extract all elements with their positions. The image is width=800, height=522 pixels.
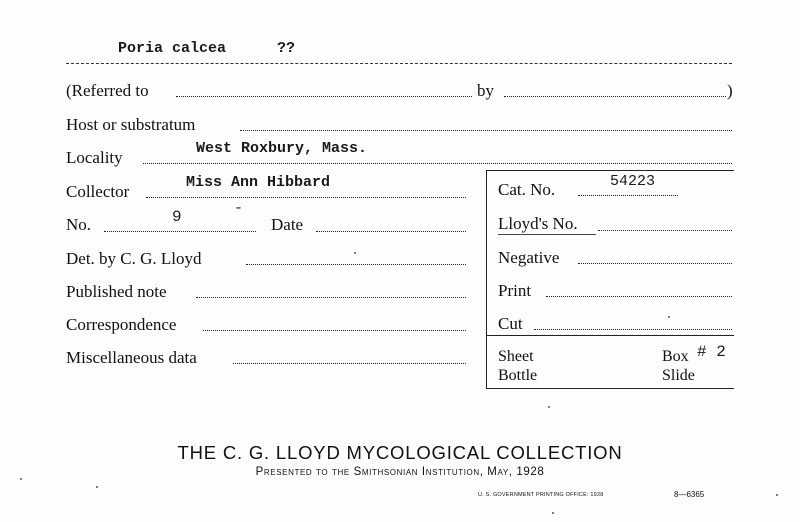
correspondence-field[interactable] xyxy=(203,330,466,331)
collector-label: Collector xyxy=(66,182,130,201)
misc-data-label: Miscellaneous data xyxy=(66,348,197,367)
no-field[interactable] xyxy=(104,231,256,232)
lloyds-no-field[interactable] xyxy=(598,230,732,231)
print-label: Print xyxy=(498,281,532,300)
scan-speck xyxy=(548,406,550,408)
correspondence-label: Correspondence xyxy=(66,315,177,334)
det-by-field[interactable] xyxy=(246,264,466,265)
locality-field[interactable] xyxy=(143,163,732,164)
by-label: by xyxy=(477,81,494,100)
collector-field[interactable] xyxy=(146,197,466,198)
collection-subtitle: Presented to the Smithsonian Institution, May, 1928 xyxy=(255,466,545,478)
date-field[interactable] xyxy=(316,231,466,232)
box-label: Box xyxy=(662,348,689,365)
locality-label: Locality xyxy=(66,148,123,167)
locality-value: West Roxbury, Mass. xyxy=(196,140,368,157)
host-field[interactable] xyxy=(240,130,732,131)
scan-speck xyxy=(668,316,670,318)
sheet-label: Sheet xyxy=(498,348,534,365)
published-note-label: Published note xyxy=(66,282,167,301)
collector-value: Miss Ann Hibbard xyxy=(186,174,331,191)
cut-label: Cut xyxy=(498,314,523,333)
bottle-label: Bottle xyxy=(498,367,538,384)
scan-speck xyxy=(354,252,356,254)
lloyds-no-label: Lloyd's No. xyxy=(498,214,578,233)
cat-no-value: 54223 xyxy=(610,173,656,190)
box-value: # 2 xyxy=(697,343,726,361)
negative-label: Negative xyxy=(498,248,560,267)
box-top-border xyxy=(486,170,734,171)
negative-field[interactable] xyxy=(578,263,732,264)
det-by-label: Det. by C. G. Lloyd xyxy=(66,249,202,268)
lloyds-underline xyxy=(498,234,596,235)
no-label: No. xyxy=(66,215,92,234)
print-field[interactable] xyxy=(546,296,732,297)
date-mark: - xyxy=(234,200,244,217)
scan-speck xyxy=(96,486,98,488)
by-field[interactable] xyxy=(504,96,726,97)
cut-field[interactable] xyxy=(534,329,732,330)
scan-speck xyxy=(776,494,778,496)
box-bottom-border xyxy=(486,388,734,389)
cat-no-field[interactable] xyxy=(578,195,678,196)
date-label: Date xyxy=(271,215,304,234)
published-note-field[interactable] xyxy=(196,297,466,298)
host-label: Host or substratum xyxy=(66,115,196,134)
species-name: Poria calcea xyxy=(118,40,227,57)
box-divider xyxy=(486,335,734,336)
close-paren: ) xyxy=(727,81,733,100)
scan-speck xyxy=(552,512,554,514)
referred-to-label: (Referred to xyxy=(66,81,149,100)
no-value: 9 xyxy=(172,208,182,226)
misc-data-field[interactable] xyxy=(233,363,466,364)
top-rule xyxy=(66,63,732,64)
slide-label: Slide xyxy=(662,367,695,384)
scan-speck xyxy=(20,478,22,480)
species-query: ?? xyxy=(277,40,296,57)
printing-office-note: U. S. GOVERNMENT PRINTING OFFICE: 1928 xyxy=(478,492,604,498)
collection-title: THE C. G. LLOYD MYCOLOGICAL COLLECTION xyxy=(177,442,623,463)
cat-no-label: Cat. No. xyxy=(498,180,556,199)
form-number: 8—6365 xyxy=(674,490,705,499)
referred-to-field[interactable] xyxy=(176,96,472,97)
box-left-border xyxy=(486,170,487,388)
